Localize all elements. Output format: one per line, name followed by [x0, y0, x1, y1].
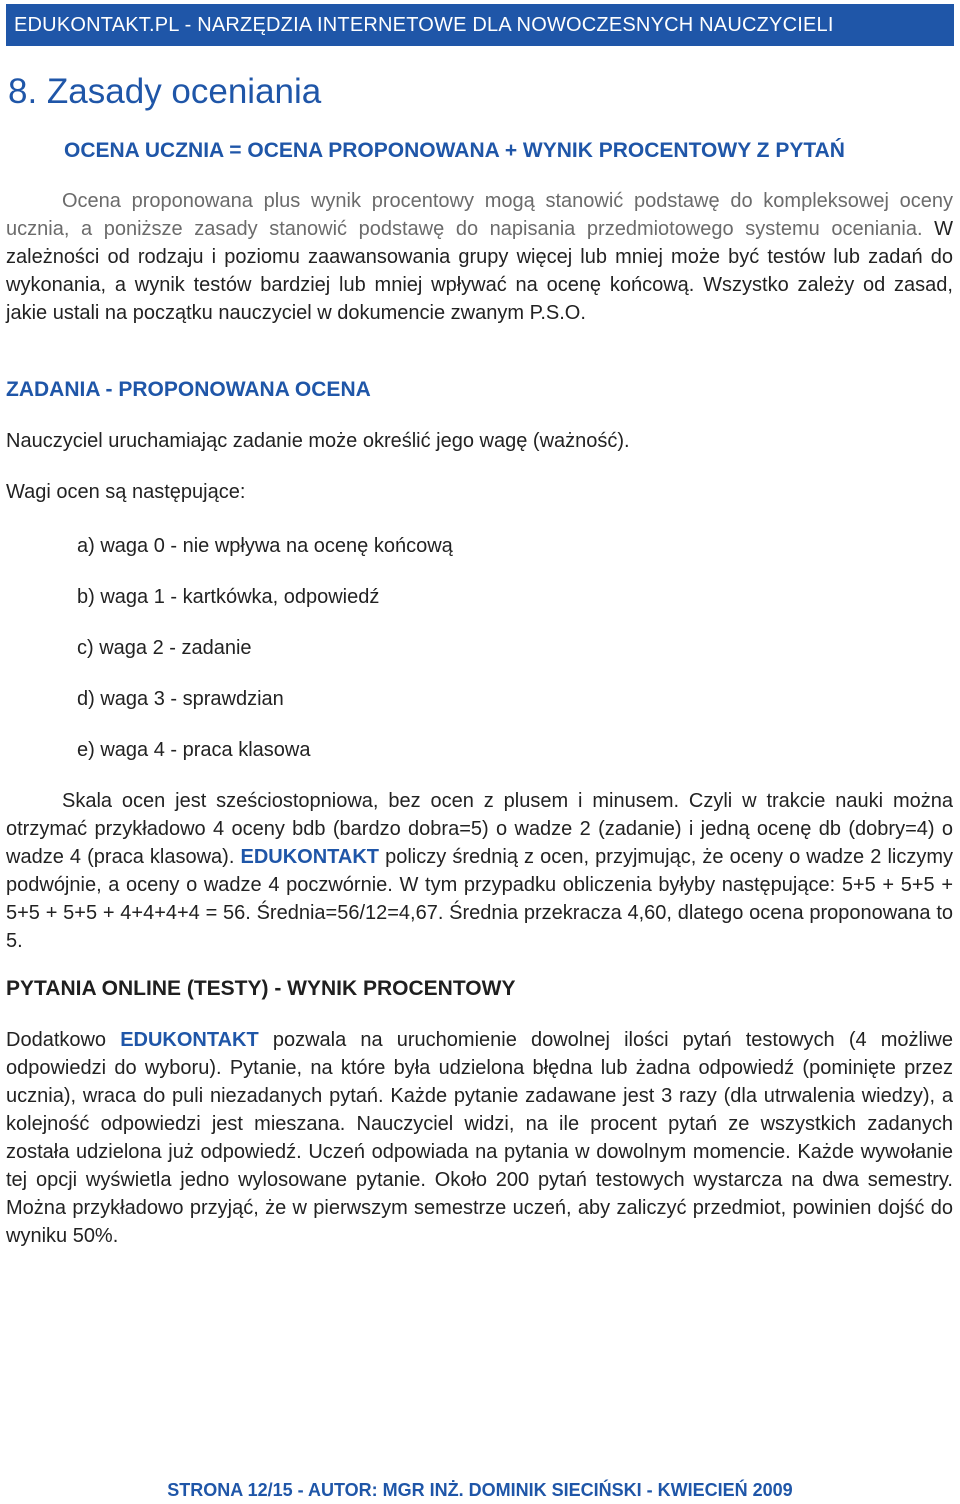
list-item: e) waga 4 - praca klasowa [77, 739, 311, 761]
list-item: d) waga 3 - sprawdzian [77, 688, 284, 710]
brand-name: EDUKONTAKT [120, 1029, 259, 1051]
intro-paragraph [6, 187, 953, 327]
tests-text-part2: pozwala na uruchomienie dowolnej ilości pytań testowych (4 możliwe odpowiedzi do wyboru). Pytanie, na które była udzielona błędna lub żadna odpowiedź (pominięte przez ucznia), wraca do puli niezadanych pytań. Każde pytanie zadawane jest 3 razy (dla utrwalenia wiedzy), a kolejność odpowiedzi jest mieszana. Nauczyciel widzi, na ile procent pytań ze wszystkich zadanych została udzielona już odpowiedź. Uczeń odpowiada na pytania w dowolnym momencie. Każde wywołanie tej opcji wyświetla jedno wylosowane pytanie. Około 200 pytań testowych wystarcza na dwa semestry. Można przykładowo przyjąć, że w pierwszym semestrze uczeń, aby zaliczyć przedmiot, powinien dojść do wyniku 50%. [6, 1029, 953, 1247]
list-item: c) waga 2 - zadanie [77, 637, 252, 659]
header-title: EDUKONTAKT.PL - NARZĘDZIA INTERNETOWE DLA NOWOCZESNYCH NAUCZYCIELI [14, 14, 834, 36]
list-item: a) waga 0 - nie wpływa na ocenę końcową [77, 535, 453, 557]
brand-name: EDUKONTAKT [240, 846, 380, 868]
header-bar [6, 4, 954, 46]
scale-text-part1: Skala ocen jest sześciostopniowa, bez ocen z plusem i minusem. Czyli w trakcie nauki można otrzymać przykładowo 4 oceny bdb (bardzo dobra=5) o wadze 2 (zadanie) i jedną ocenę db (dobry=4) o wadze 4 (praca klasowa). [6, 790, 953, 868]
weight-intro-text: Nauczyciel uruchamiając zadanie może określić jego wagę (ważność). [6, 430, 630, 452]
weights-label: Wagi ocen są następujące: [6, 481, 246, 503]
tests-text-part1: Dodatkowo [6, 1029, 121, 1051]
intro-rest-text: W zależności od rodzaju i poziomu zaawansowania grupy więcej lub mniej może być testów lub zadań do wykonania, a wynik testów bardziej lub mniej wpływać na ocenę końcową. Wszystko zależy od zasad, jakie ustali na początku nauczyciel w dokumencie zwanym P.S.O. [6, 218, 953, 324]
intro-lead-text: Ocena proponowana plus wynik procentowy mogą stanowić podstawę do kompleksowej oceny ucznia, a poniższe zasady stanowić podstawę do napisania przedmiotowego systemu oceniania. [6, 190, 953, 240]
grading-scale-paragraph [6, 787, 953, 955]
tests-section-heading: PYTANIA ONLINE (TESTY) - WYNIK PROCENTOWY [6, 977, 516, 1000]
page-footer: STRONA 12/15 - AUTOR: MGR INŻ. DOMINIK SIECIŃSKI - KWIECIEŃ 2009 [167, 1480, 793, 1500]
tasks-section-heading: ZADANIA - PROPONOWANA OCENA [6, 378, 371, 401]
grading-formula: OCENA UCZNIA = OCENA PROPONOWANA + WYNIK PROCENTOWY Z PYTAŃ [64, 139, 845, 162]
scale-text-part2: policzy średnią z ocen, przyjmując, że oceny o wadze 2 liczymy podwójnie, a oceny o wadze 4 poczwórnie. W tym przypadku obliczenia byłyby następujące: 5+5 + 5+5 + 5+5 + 5+5 + 4+4+4+4 = 56. Średnia=56/12=4,67. Średnia przekracza 4,60, dlatego ocena proponowana to 5. [6, 846, 953, 952]
list-item: b) waga 1 - kartkówka, odpowiedź [77, 586, 380, 608]
tests-paragraph [6, 1026, 953, 1250]
weights-list [77, 532, 453, 787]
page-title: 8. Zasady oceniania [8, 72, 322, 111]
